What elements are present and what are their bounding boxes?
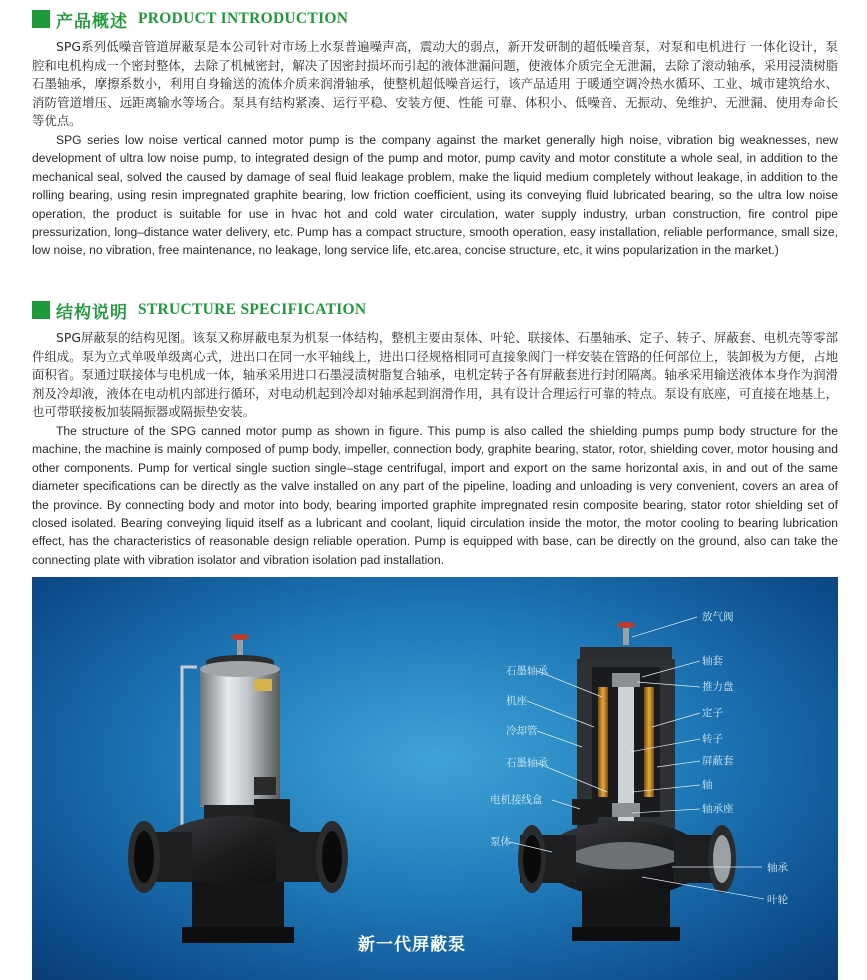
structure-heading-cn: 结构说明 bbox=[56, 302, 128, 323]
callout-frame: 机座 bbox=[506, 695, 527, 707]
heading-marker-icon bbox=[32, 301, 50, 319]
callout-graphite-bearing-bottom: 石墨轴承 bbox=[506, 757, 548, 769]
callout-rotor: 转子 bbox=[702, 733, 723, 745]
callout-shaft-sleeve: 轴套 bbox=[702, 655, 723, 667]
structure-paragraph-cn: SPG屏蔽泵的结构见图。该泵又称屏蔽电泵为机泵一体结构，整机主要由泵体、叶轮、联接体、石墨轴承、定子、转子、屏蔽套、电机壳等零部件组成。泵为立式单吸单级离心式，进出口在同一水平轴线上，进出口径规格相同可直接象阀门一样安装在管路的任何部位上，装卸极为方便，占地面积省。泵通过联接体与电机成一体，轴承采用进口石墨浸渍树脂复合轴承，电机定转子各有屏蔽套进行封闭隔离。轴承采用输送液体本身作为润滑剂及冷却液，液体在电动机内部进行循环，对电动机起到冷却对轴承起到润滑作用，具有设计合理运行可靠的特点。泵设有底座，可直接在地基上，也可带联接板加装隔振器或隔振垫安装。 bbox=[32, 330, 838, 420]
callout-bearing: 轴承 bbox=[767, 862, 788, 874]
intro-heading bbox=[32, 8, 348, 30]
product-figure bbox=[32, 577, 838, 980]
callout-junction-box: 电机接线盒 bbox=[490, 794, 543, 806]
callout-vent-valve: 放气阀 bbox=[702, 611, 734, 623]
intro-heading-en: PRODUCT INTRODUCTION bbox=[138, 10, 349, 27]
intro-heading-cn: 产品概述 bbox=[56, 11, 128, 32]
figure-caption: 新一代屏蔽泵 bbox=[358, 935, 466, 955]
callout-thrust-disc: 推力盘 bbox=[702, 681, 734, 693]
callout-cooling-pipe: 冷却管 bbox=[506, 725, 538, 737]
callout-shielding-sleeve: 屏蔽套 bbox=[702, 755, 734, 767]
intro-paragraph-cn: SPG系列低噪音管道屏蔽泵是本公司针对市场上水泵普遍噪声高，震动大的弱点，新开发研制的超低噪音泵，对泵和电机进行 一体化设计，泵腔和电机构成一个密封整体，去除了机械密封，解决了因密封损坏而引起的液体泄漏问题，使液体介质完全无泄漏，去除了滚动轴承，采用浸渍树脂石墨轴承，摩擦系数小，利用自身输送的流体介质来润滑轴承，使整机超低噪音运行，该产品适用 于暖通空调冷热水循环、工业、城市建筑给水、消防管道增压、远距离输水等场合。泵具有结构紧凑、运行平稳、安装方便、性能 可靠、体积小、低噪音、无振动、免维护、无泄漏、使用寿命长等优点。 bbox=[32, 39, 838, 129]
callout-bearing-seat: 轴承座 bbox=[702, 803, 734, 815]
callout-stator: 定子 bbox=[702, 707, 723, 719]
callout-pump-body: 泵体 bbox=[490, 836, 511, 848]
structure-heading-en: STRUCTURE SPECIFICATION bbox=[138, 301, 367, 318]
intro-paragraph-en: SPG series low noise vertical canned motor pump is the company against the market generally high noise, vibration big weaknesses, new development of ultra low noise pump, to integrated design of the pump and motor, pump cavity and motor constitute a whole seal, in addition to the mechanical seal, solved the caused by damage of seal fluid leakage problem, make the liquid medium completely without leakage, in addition to the rolling bearing, using resin impregnated graphite bearing, low friction coefficient, using its conveying fluid lubricated bearing, so the ultra low noise operation, the product is suitable for use in hvac hot and cold water circulation, water supply industry, urban construction, fire control pipe pressurization, long–distance water delivery, etc. Pump has a compact structure, smooth operation, easy installation, reliable performance, small size, low noise, no vibration, free maintenance, no leakage, long service life, etc.area, concise structure, etc, it wins popularization in the market.) bbox=[32, 133, 838, 258]
callout-shaft: 轴 bbox=[702, 779, 713, 791]
pump-illustration bbox=[32, 577, 838, 980]
callout-graphite-bearing-top: 石墨轴承 bbox=[506, 665, 548, 677]
structure-heading bbox=[32, 299, 366, 321]
structure-paragraph-en: The structure of the SPG canned motor pump as shown in figure. This pump is also called the shielding pumps pump body structure for the machine, the machine is mainly composed of pump body, impeller, connection body, graphite bearing, stator, rotor, shielding cover, motor housing and other components. Pump for vertical single suction single–stage centrifugal, import and export on the same horizontal axis, in and out of the same diameter specifications can be directly as the valve installed on any part of the pipeline, loading and unloading is very convenient, covers an area of the province. By connecting body and motor into body, bearing imported graphite impregnated resin composite bearing, stator rotor shielding set of closed isolated. Bearing conveying liquid itself as a lubricant and coolant, liquid circulation inside the motor, the motor cooling to bearing lubrication effect, has the characteristics of reasonable design reliable operation. Pump is equipped with base, can be directly on the ground, also can take the connecting plate with vibration isolator and vibration isolation pad installation. bbox=[32, 424, 838, 567]
heading-marker-icon bbox=[32, 10, 50, 28]
callout-impeller: 叶轮 bbox=[767, 894, 788, 906]
left-pump bbox=[128, 634, 348, 943]
